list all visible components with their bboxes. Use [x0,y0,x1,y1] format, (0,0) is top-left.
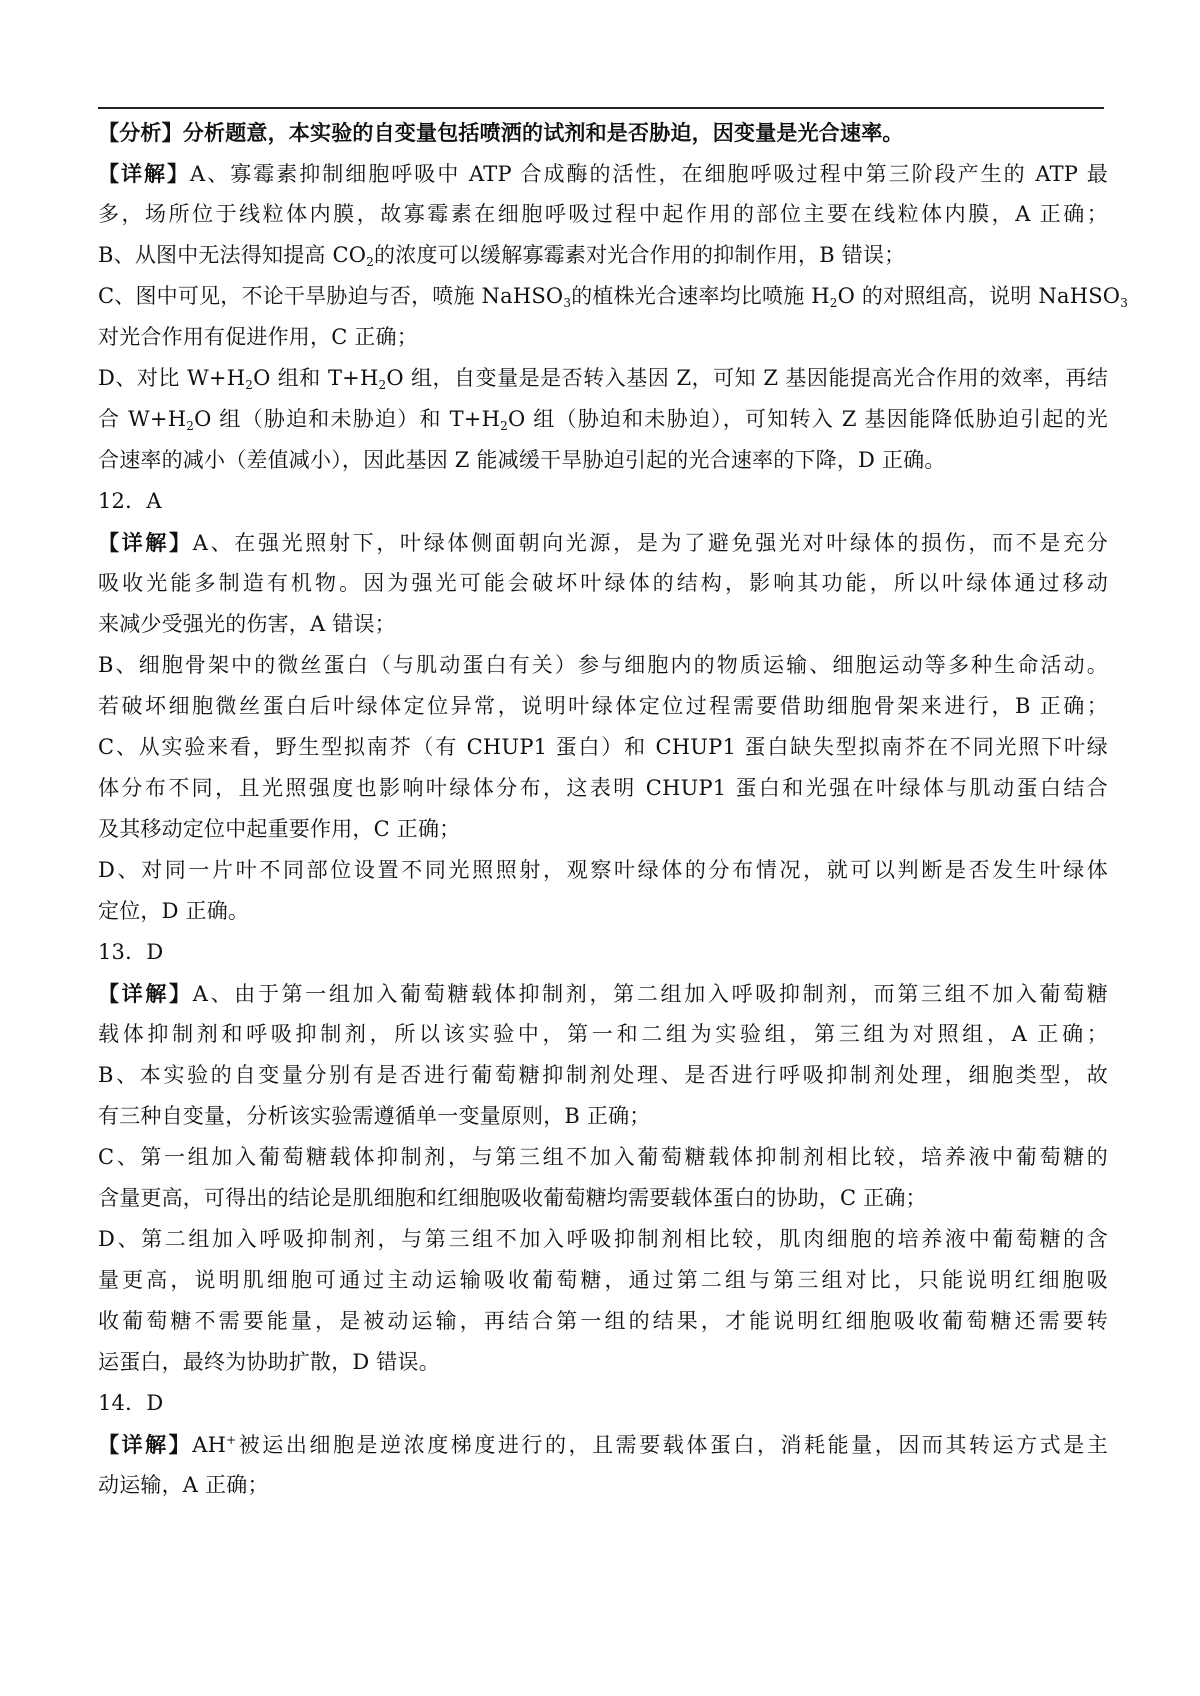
analysis-text: 分析题意，本实验的自变量包括喷洒的试剂和是否胁迫，因变量是光合速率。 [182,120,904,145]
q12-line-4 [98,645,1108,686]
analysis-tag: 【分析】 [98,120,183,145]
q12-text-5: 若破坏细胞微丝蛋白后叶绿体定位异常，说明叶绿体定位过程需要借助细胞骨架来进行，B 正确； [98,694,1108,718]
q12-text-6: C、从实验来看，野生型拟南芥（有 CHUP1 蛋白）和 CHUP1 蛋白缺失型拟南芥在不同光照下叶绿 [98,735,1108,759]
q11-line-2 [98,194,1108,235]
q14-detail-tag: 【详解】 [98,1432,193,1457]
q11-line-8 [98,440,1108,481]
q13-line-1 [98,973,1108,1014]
q13-text-5: C、第一组加入葡萄糖载体抑制剂，与第三组不加入葡萄糖载体抑制剂相比较，培养液中葡萄糖的 [98,1145,1108,1169]
q12-text-7: 体分布不同，且光照强度也影响叶绿体分布，这表明 CHUP1 蛋白和光强在叶绿体与肌动蛋白结合 [98,776,1108,800]
q13-text-9: 收葡萄糖不需要能量，是被动运输，再结合第一组的结果，才能说明红细胞吸收葡萄糖还需要转 [98,1309,1108,1333]
q13-line-9 [98,1301,1108,1342]
q12-line-2 [98,563,1108,604]
q12-text-2: 吸收光能多制造有机物。因为强光可能会破坏叶绿体的结构，影响其功能，所以叶绿体通过移动 [98,571,1108,595]
q11-sub-7b: 2 [500,419,508,433]
q13-line-4 [98,1096,1108,1137]
q13-line-2 [98,1014,1108,1055]
q14-answer [98,1383,1108,1424]
q13-line-5 [98,1137,1108,1178]
q11-sub-4a: 3 [563,296,572,310]
q11-text-1: A、寡霉素抑制细胞呼吸中 ATP 合成酶的活性，在细胞呼吸过程中第三阶段产生的 ATP 最 [190,162,1108,186]
q12-line-1 [98,522,1108,563]
q13-line-6 [98,1178,1108,1219]
q11-sub-4b: 2 [829,296,838,310]
q11-line-3 [98,235,1108,276]
q11-text-2: 多，场所位于线粒体内膜，故寡霉素在细胞呼吸过程中起作用的部位主要在线粒体内膜，A 正确； [98,202,1108,226]
q11-line-4 [98,276,1129,317]
q11-sub-4c: 3 [1120,296,1129,310]
q13-answer [98,932,1108,973]
q13-text-2: 载体抑制剂和呼吸抑制剂，所以该实验中，第一和二组为实验组，第三组为对照组，A 正确； [98,1022,1108,1046]
q14-line-1 [98,1424,1108,1465]
q12-line-5 [98,686,1108,727]
q11-sub-6a: 2 [245,378,254,392]
q14-line-2 [98,1465,1108,1506]
q11-text-3a: B、从图中无法得知提高 CO [98,243,367,267]
q11-detail-tag: 【详解】 [98,161,191,186]
q11-line-5 [98,317,1108,358]
q11-text-6c: O 组，自变量是是否转入基因 Z，可知 Z 基因能提高光合作用的效率，再结 [386,366,1108,390]
q12-text-9: D、对同一片叶不同部位设置不同光照照射，观察叶绿体的分布情况，就可以判断是否发生叶绿体 [98,858,1108,882]
q11-line-7 [98,399,1108,440]
q12-text-4: B、细胞骨架中的微丝蛋白（与肌动蛋白有关）参与细胞内的物质运输、细胞运动等多种生命活动。 [98,653,1108,677]
q14-text-1b: 被运出细胞是逆浓度梯度进行的，且需要载体蛋白，消耗能量，因而其转运方式是主 [236,1433,1108,1457]
analysis-paragraph [98,112,1108,153]
q11-text-5: 对光合作用有促进作用，C 正确； [98,325,418,349]
q11-sub-7a: 2 [186,419,195,433]
q13-line-8 [98,1260,1108,1301]
q11-text-3b: 的浓度可以缓解寡霉素对光合作用的抑制作用，B 错误； [374,243,906,267]
q11-text-6a: D、对比 W+H [98,366,246,390]
q13-line-3 [98,1055,1108,1096]
q12-text-8: 及其移动定位中起重要作用，C 正确； [98,817,461,841]
q14-answer-text: 14．D [98,1391,164,1415]
q11-text-4a: C、图中可见，不论干旱胁迫与否，喷施 NaHSO [98,284,564,308]
q12-line-9 [98,850,1108,891]
q11-text-7b: O 组（胁迫和未胁迫）和 T+H [194,407,501,431]
q14-text-1a: AH [192,1433,227,1457]
q13-answer-text: 13．D [98,940,164,964]
q13-line-10 [98,1342,1108,1383]
q13-text-4: 有三种自变量，分析该实验需遵循单一变量原则，B 正确； [98,1104,651,1128]
q13-text-8: 量更高，说明肌细胞可通过主动运输吸收葡萄糖，通过第二组与第三组对比，只能说明红细胞吸 [98,1268,1108,1292]
q12-detail-tag: 【详解】 [98,530,193,555]
q13-line-7 [98,1219,1108,1260]
q11-sub-6b: 2 [378,378,387,392]
q11-sub-3: 2 [366,255,375,269]
top-divider [98,107,1104,109]
q12-line-8 [98,809,1108,850]
q13-text-7: D、第二组加入呼吸抑制剂，与第三组不加入呼吸抑制剂相比较，肌肉细胞的培养液中葡萄糖的含 [98,1227,1108,1251]
q13-text-3: B、本实验的自变量分别有是否进行葡萄糖抑制剂处理、是否进行呼吸抑制剂处理，细胞类型，故 [98,1063,1108,1087]
q12-line-10 [98,891,1108,932]
q12-line-7 [98,768,1108,809]
q12-line-6 [98,727,1108,768]
q12-text-10: 定位，D 正确。 [98,899,250,923]
answer-content [98,112,1129,1506]
q13-detail-tag: 【详解】 [98,981,193,1006]
q13-text-10: 运蛋白，最终为协助扩散，D 错误。 [98,1350,440,1374]
q11-text-8: 合速率的减小（差值减小），因此基因 Z 能减缓干旱胁迫引起的光合速率的下降，D 正确。 [98,448,946,472]
q11-text-7a: 合 W+H [98,407,187,431]
q11-text-4b: 的植株光合速率均比喷施 H [571,284,830,308]
q12-answer [98,481,1108,522]
q12-text-3: 来减少受强光的伤害，A 错误； [98,612,396,636]
q12-text-1: A、在强光照射下，叶绿体侧面朝向光源，是为了避免强光对叶绿体的损伤，而不是充分 [192,531,1108,555]
q11-line-6 [98,358,1108,399]
q12-answer-text: 12．A [98,489,162,513]
q11-text-6b: O 组和 T+H [253,366,379,390]
q11-text-4c: O 的对照组高，说明 NaHSO [837,284,1121,308]
q14-text-2: 动运输，A 正确； [98,1473,269,1497]
q13-text-6: 含量更高，可得出的结论是肌细胞和红细胞吸收葡萄糖均需要载体蛋白的协助，C 正确； [98,1186,927,1210]
q11-text-7c: O 组（胁迫和未胁迫），可知转入 Z 基因能降低胁迫引起的光 [507,407,1108,431]
q13-text-1: A、由于第一组加入葡萄糖载体抑制剂，第二组加入呼吸抑制剂，而第三组不加入葡萄糖 [192,982,1108,1006]
q12-line-3 [98,604,1108,645]
q14-sup-1: + [226,1433,237,1447]
q11-line-1 [98,153,1108,194]
